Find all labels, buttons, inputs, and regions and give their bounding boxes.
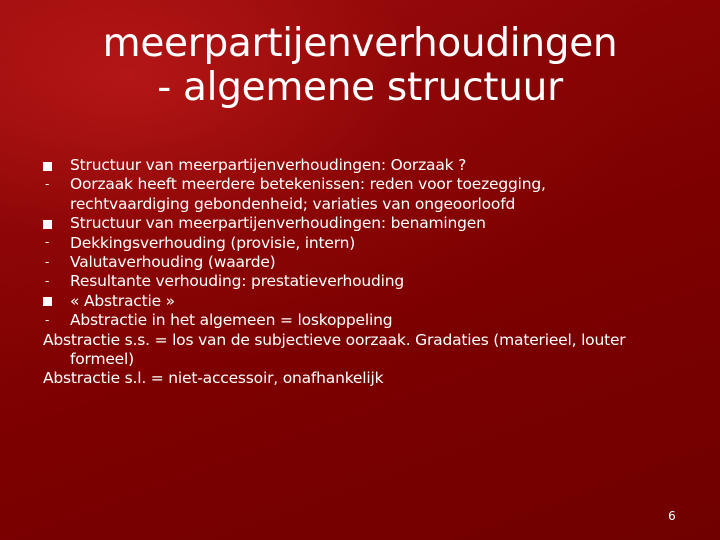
square-bullet-icon: [43, 292, 63, 311]
slide-title: [70, 22, 650, 110]
dash-text: Oorzaak heeft meerdere betekenissen: reden voor toezegging,: [70, 175, 546, 194]
bullet-item: [43, 156, 673, 175]
page-number: 6: [668, 509, 676, 523]
square-bullet-icon: [43, 214, 63, 233]
dash-text: Abstractie in het algemeen = loskoppeling: [70, 311, 393, 330]
dash-item: [43, 253, 673, 272]
slide-body: [43, 156, 673, 389]
plain-text: Abstractie s.s. = los van de subjectieve oorzaak. Gradaties (materieel, louter: [43, 330, 626, 349]
dash-item: [43, 272, 673, 291]
title-line-2: - algemene structuur: [157, 65, 563, 110]
bullet-item: [43, 214, 673, 233]
continuation-line: [43, 350, 673, 369]
bullet-text: Structuur van meerpartijenverhoudingen: benamingen: [70, 214, 486, 233]
dash-marker: -: [45, 235, 50, 250]
plain-line: [43, 369, 673, 388]
bullet-item: [43, 292, 673, 311]
continuation-text: rechtvaardiging gebondenheid; variaties van ongeoorloofd: [70, 194, 516, 213]
title-line-1: meerpartijenverhoudingen: [102, 21, 618, 66]
dash-text: Dekkingsverhouding (provisie, intern): [70, 233, 356, 252]
bullet-text: « Abstractie »: [70, 291, 175, 310]
bullet-text: Structuur van meerpartijenverhoudingen: Oorzaak ?: [70, 156, 467, 174]
plain-text: Abstractie s.l. = niet-accessoir, onafhankelijk: [43, 369, 384, 388]
dash-marker: -: [45, 274, 50, 289]
dash-item: [43, 234, 673, 253]
continuation-text: formeel): [70, 350, 134, 369]
square-bullet-icon: [43, 156, 63, 175]
dash-text: Resultante verhouding: prestatieverhouding: [70, 272, 404, 291]
dash-item: [43, 311, 673, 330]
dash-marker: -: [45, 177, 50, 192]
dash-text: Valutaverhouding (waarde): [70, 253, 276, 272]
dash-item: [43, 175, 673, 194]
plain-line: [43, 331, 673, 350]
dash-marker: -: [45, 254, 50, 269]
continuation-line: [43, 195, 673, 214]
dash-marker: -: [45, 313, 50, 328]
